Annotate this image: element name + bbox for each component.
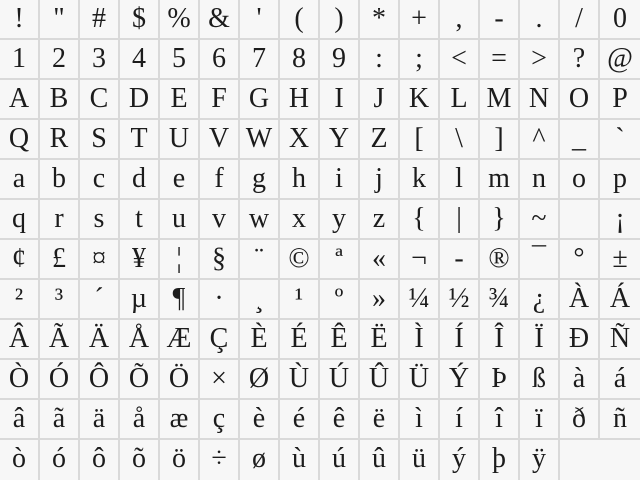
glyph-cell[interactable]: Î [480,320,520,360]
glyph-cell[interactable]: F [200,80,240,120]
glyph-cell[interactable]: \ [440,120,480,160]
glyph-cell[interactable]: ß [520,360,560,400]
glyph-cell[interactable]: Ì [400,320,440,360]
glyph-cell[interactable]: K [400,80,440,120]
glyph-cell[interactable]: õ [120,440,160,480]
glyph-cell[interactable]: U [160,120,200,160]
glyph-cell[interactable]: ê [320,400,360,440]
glyph-cell[interactable]: ¾ [480,280,520,320]
glyph-cell[interactable]: £ [40,240,80,280]
glyph-cell[interactable]: J [360,80,400,120]
glyph-cell[interactable]: î [480,400,520,440]
glyph-cell[interactable]: L [440,80,480,120]
glyph-cell[interactable]: & [200,0,240,40]
glyph-cell[interactable]: ) [320,0,360,40]
glyph-cell[interactable]: ± [600,240,640,280]
glyph-cell[interactable]: ~ [520,200,560,240]
glyph-cell[interactable]: Ñ [600,320,640,360]
glyph-cell[interactable]: P [600,80,640,120]
glyph-cell[interactable]: ¼ [400,280,440,320]
glyph-cell[interactable]: µ [120,280,160,320]
glyph-cell[interactable]: ¬ [400,240,440,280]
glyph-cell[interactable]: b [40,160,80,200]
glyph-cell[interactable]: ó [40,440,80,480]
glyph-cell[interactable]: å [120,400,160,440]
glyph-cell[interactable]: m [480,160,520,200]
glyph-cell[interactable]: t [120,200,160,240]
glyph-cell[interactable]: k [400,160,440,200]
glyph-cell[interactable]: ã [40,400,80,440]
glyph-cell[interactable]: B [40,80,80,120]
glyph-cell[interactable]: ¶ [160,280,200,320]
glyph-cell[interactable]: á [600,360,640,400]
glyph-cell[interactable]: Ø [240,360,280,400]
glyph-cell[interactable]: Ð [560,320,600,360]
glyph-cell[interactable]: º [320,280,360,320]
glyph-cell[interactable]: Ë [360,320,400,360]
glyph-cell[interactable]: v [200,200,240,240]
glyph-cell[interactable]: þ [480,440,520,480]
glyph-cell[interactable]: j [360,160,400,200]
glyph-cell[interactable]: V [200,120,240,160]
glyph-cell[interactable]: , [440,0,480,40]
glyph-cell[interactable]: 9 [320,40,360,80]
glyph-cell[interactable]: ø [240,440,280,480]
glyph-cell[interactable]: . [520,0,560,40]
glyph-cell[interactable]: ³ [40,280,80,320]
glyph-cell[interactable]: 3 [80,40,120,80]
glyph-cell[interactable]: ò [0,440,40,480]
glyph-cell[interactable]: g [240,160,280,200]
glyph-cell[interactable]: Y [320,120,360,160]
glyph-cell[interactable]: W [240,120,280,160]
glyph-cell[interactable]: Å [120,320,160,360]
glyph-row [0,80,640,120]
glyph-cell[interactable]: ¸ [240,280,280,320]
glyph-cell[interactable]: « [360,240,400,280]
glyph-cell[interactable]: T [120,120,160,160]
glyph-cell[interactable]: = [480,40,520,80]
glyph-row [0,400,640,440]
glyph-cell[interactable]: N [520,80,560,120]
glyph-cell[interactable]: e [160,160,200,200]
glyph-cell[interactable]: 2 [40,40,80,80]
glyph-cell[interactable]: n [520,160,560,200]
glyph-cell[interactable]: Õ [120,360,160,400]
glyph-cell[interactable]: ¦ [160,240,200,280]
glyph-cell[interactable]: Ç [200,320,240,360]
glyph-cell[interactable]: R [40,120,80,160]
glyph-cell[interactable]: û [360,440,400,480]
glyph-cell[interactable]: Ô [80,360,120,400]
glyph-cell[interactable]: ¹ [280,280,320,320]
glyph-cell[interactable]: 6 [200,40,240,80]
glyph-cell[interactable]: ® [480,240,520,280]
glyph-cell[interactable]: w [240,200,280,240]
glyph-cell[interactable]: | [440,200,480,240]
glyph-row [0,160,640,200]
glyph-cell[interactable]: Ê [320,320,360,360]
glyph-cell[interactable]: ë [360,400,400,440]
glyph-cell[interactable]: 4 [120,40,160,80]
glyph-cell[interactable]: ð [560,400,600,440]
glyph-cell[interactable]: Z [360,120,400,160]
glyph-cell[interactable]: Ã [40,320,80,360]
glyph-cell[interactable]: Ü [400,360,440,400]
glyph-cell[interactable]: È [240,320,280,360]
glyph-cell[interactable]: } [480,200,520,240]
glyph-cell[interactable]: ä [80,400,120,440]
glyph-cell[interactable]: - [440,240,480,280]
glyph-cell[interactable]: ] [480,120,520,160]
glyph-cell[interactable]: Í [440,320,480,360]
glyph-cell[interactable]: ç [200,400,240,440]
glyph-cell[interactable]: i [320,160,360,200]
glyph-cell[interactable]: ì [400,400,440,440]
glyph-cell[interactable]: x [280,200,320,240]
glyph-cell[interactable]: ' [240,0,280,40]
glyph-cell[interactable]: 5 [160,40,200,80]
glyph-cell[interactable]: Ö [160,360,200,400]
glyph-cell[interactable]: H [280,80,320,120]
glyph-row [0,40,640,80]
glyph-cell[interactable]: C [80,80,120,120]
glyph-cell[interactable]: ¿ [520,280,560,320]
glyph-cell[interactable]: ÿ [520,440,560,480]
glyph-cell[interactable]: é [280,400,320,440]
glyph-cell[interactable]: ° [560,240,600,280]
glyph-cell[interactable]: y [320,200,360,240]
glyph-cell[interactable]: ô [80,440,120,480]
glyph-cell[interactable]: D [120,80,160,120]
glyph-cell[interactable]: I [320,80,360,120]
glyph-row [0,120,640,160]
glyph-cell[interactable]: X [280,120,320,160]
glyph-cell[interactable]: f [200,160,240,200]
glyph-cell[interactable]: " [40,0,80,40]
glyph-cell[interactable]: ¨ [240,240,280,280]
glyph-cell[interactable]: ¤ [80,240,120,280]
glyph-cell[interactable]: À [560,280,600,320]
glyph-cell[interactable]: < [440,40,480,80]
glyph-row [0,320,640,360]
glyph-cell[interactable]: / [560,0,600,40]
glyph-cell[interactable]: ¡ [600,200,640,240]
glyph-cell[interactable]: Ú [320,360,360,400]
glyph-cell-empty[interactable] [560,200,600,240]
glyph-cell[interactable]: è [240,400,280,440]
glyph-cell[interactable]: à [560,360,600,400]
glyph-cell[interactable]: Á [600,280,640,320]
glyph-cell[interactable]: ú [320,440,360,480]
glyph-cell[interactable]: ï [520,400,560,440]
glyph-cell[interactable]: 1 [0,40,40,80]
glyph-cell[interactable]: ö [160,440,200,480]
glyph-cell[interactable]: a [0,160,40,200]
glyph-cell[interactable]: [ [400,120,440,160]
glyph-cell[interactable]: ! [0,0,40,40]
glyph-cell[interactable]: í [440,400,480,440]
glyph-cell[interactable]: ½ [440,280,480,320]
glyph-cell[interactable]: Â [0,320,40,360]
glyph-cell[interactable]: × [200,360,240,400]
glyph-cell[interactable]: ü [400,440,440,480]
glyph-cell[interactable]: Ï [520,320,560,360]
glyph-row [0,440,640,480]
glyph-cell[interactable]: ` [600,120,640,160]
glyph-cell[interactable]: c [80,160,120,200]
glyph-cell[interactable]: d [120,160,160,200]
glyph-cell[interactable]: * [360,0,400,40]
glyph-cell[interactable]: s [80,200,120,240]
glyph-cell[interactable]: Ý [440,360,480,400]
glyph-cell[interactable]: ¯ [520,240,560,280]
glyph-cell[interactable]: q [0,200,40,240]
glyph-cell[interactable]: A [0,80,40,120]
glyph-cell[interactable]: Q [0,120,40,160]
glyph-cell[interactable]: : [360,40,400,80]
glyph-cell[interactable]: h [280,160,320,200]
glyph-cell[interactable]: % [160,0,200,40]
glyph-row [0,240,640,280]
glyph-cell[interactable]: © [280,240,320,280]
glyph-cell[interactable]: Ò [0,360,40,400]
glyph-cell[interactable]: â [0,400,40,440]
glyph-cell[interactable]: ? [560,40,600,80]
glyph-cell[interactable]: ; [400,40,440,80]
glyph-cell[interactable]: ñ [600,400,640,440]
glyph-cell[interactable]: O [560,80,600,120]
glyph-cell[interactable]: Ä [80,320,120,360]
glyph-cell[interactable]: ¢ [0,240,40,280]
glyph-cell[interactable]: _ [560,120,600,160]
glyph-row [0,200,640,240]
glyph-cell[interactable]: E [160,80,200,120]
glyph-cell[interactable]: ý [440,440,480,480]
glyph-cell[interactable]: o [560,160,600,200]
glyph-cell[interactable]: Ù [280,360,320,400]
glyph-cell[interactable]: S [80,120,120,160]
glyph-cell[interactable]: M [480,80,520,120]
glyph-row [0,0,640,40]
glyph-cell[interactable]: u [160,200,200,240]
glyph-cell[interactable]: ÷ [200,440,240,480]
glyph-cell[interactable]: { [400,200,440,240]
glyph-cell[interactable]: ´ [80,280,120,320]
glyph-cell[interactable]: Û [360,360,400,400]
glyph-cell[interactable]: 7 [240,40,280,80]
glyph-cell[interactable]: æ [160,400,200,440]
glyph-cell[interactable]: ¥ [120,240,160,280]
glyph-cell[interactable]: ( [280,0,320,40]
glyph-cell[interactable]: p [600,160,640,200]
glyph-cell[interactable]: @ [600,40,640,80]
glyph-cell[interactable]: > [520,40,560,80]
glyph-cell[interactable]: § [200,240,240,280]
glyph-cell[interactable]: ^ [520,120,560,160]
glyph-cell[interactable]: Æ [160,320,200,360]
glyph-cell[interactable]: 8 [280,40,320,80]
glyph-cell[interactable]: - [480,0,520,40]
glyph-cell[interactable]: # [80,0,120,40]
glyph-cell[interactable]: Ó [40,360,80,400]
glyph-cell[interactable]: z [360,200,400,240]
glyph-cell[interactable]: + [400,0,440,40]
glyph-cell[interactable]: » [360,280,400,320]
glyph-cell[interactable]: r [40,200,80,240]
glyph-cell[interactable]: 0 [600,0,640,40]
glyph-cell[interactable]: · [200,280,240,320]
glyph-cell[interactable]: G [240,80,280,120]
glyph-cell[interactable]: $ [120,0,160,40]
glyph-cell[interactable]: ² [0,280,40,320]
glyph-row [0,280,640,320]
glyph-cell[interactable]: l [440,160,480,200]
glyph-row [0,360,640,400]
glyph-cell[interactable]: ª [320,240,360,280]
glyph-cell[interactable]: ù [280,440,320,480]
glyph-cell[interactable]: Þ [480,360,520,400]
glyph-cell[interactable]: É [280,320,320,360]
